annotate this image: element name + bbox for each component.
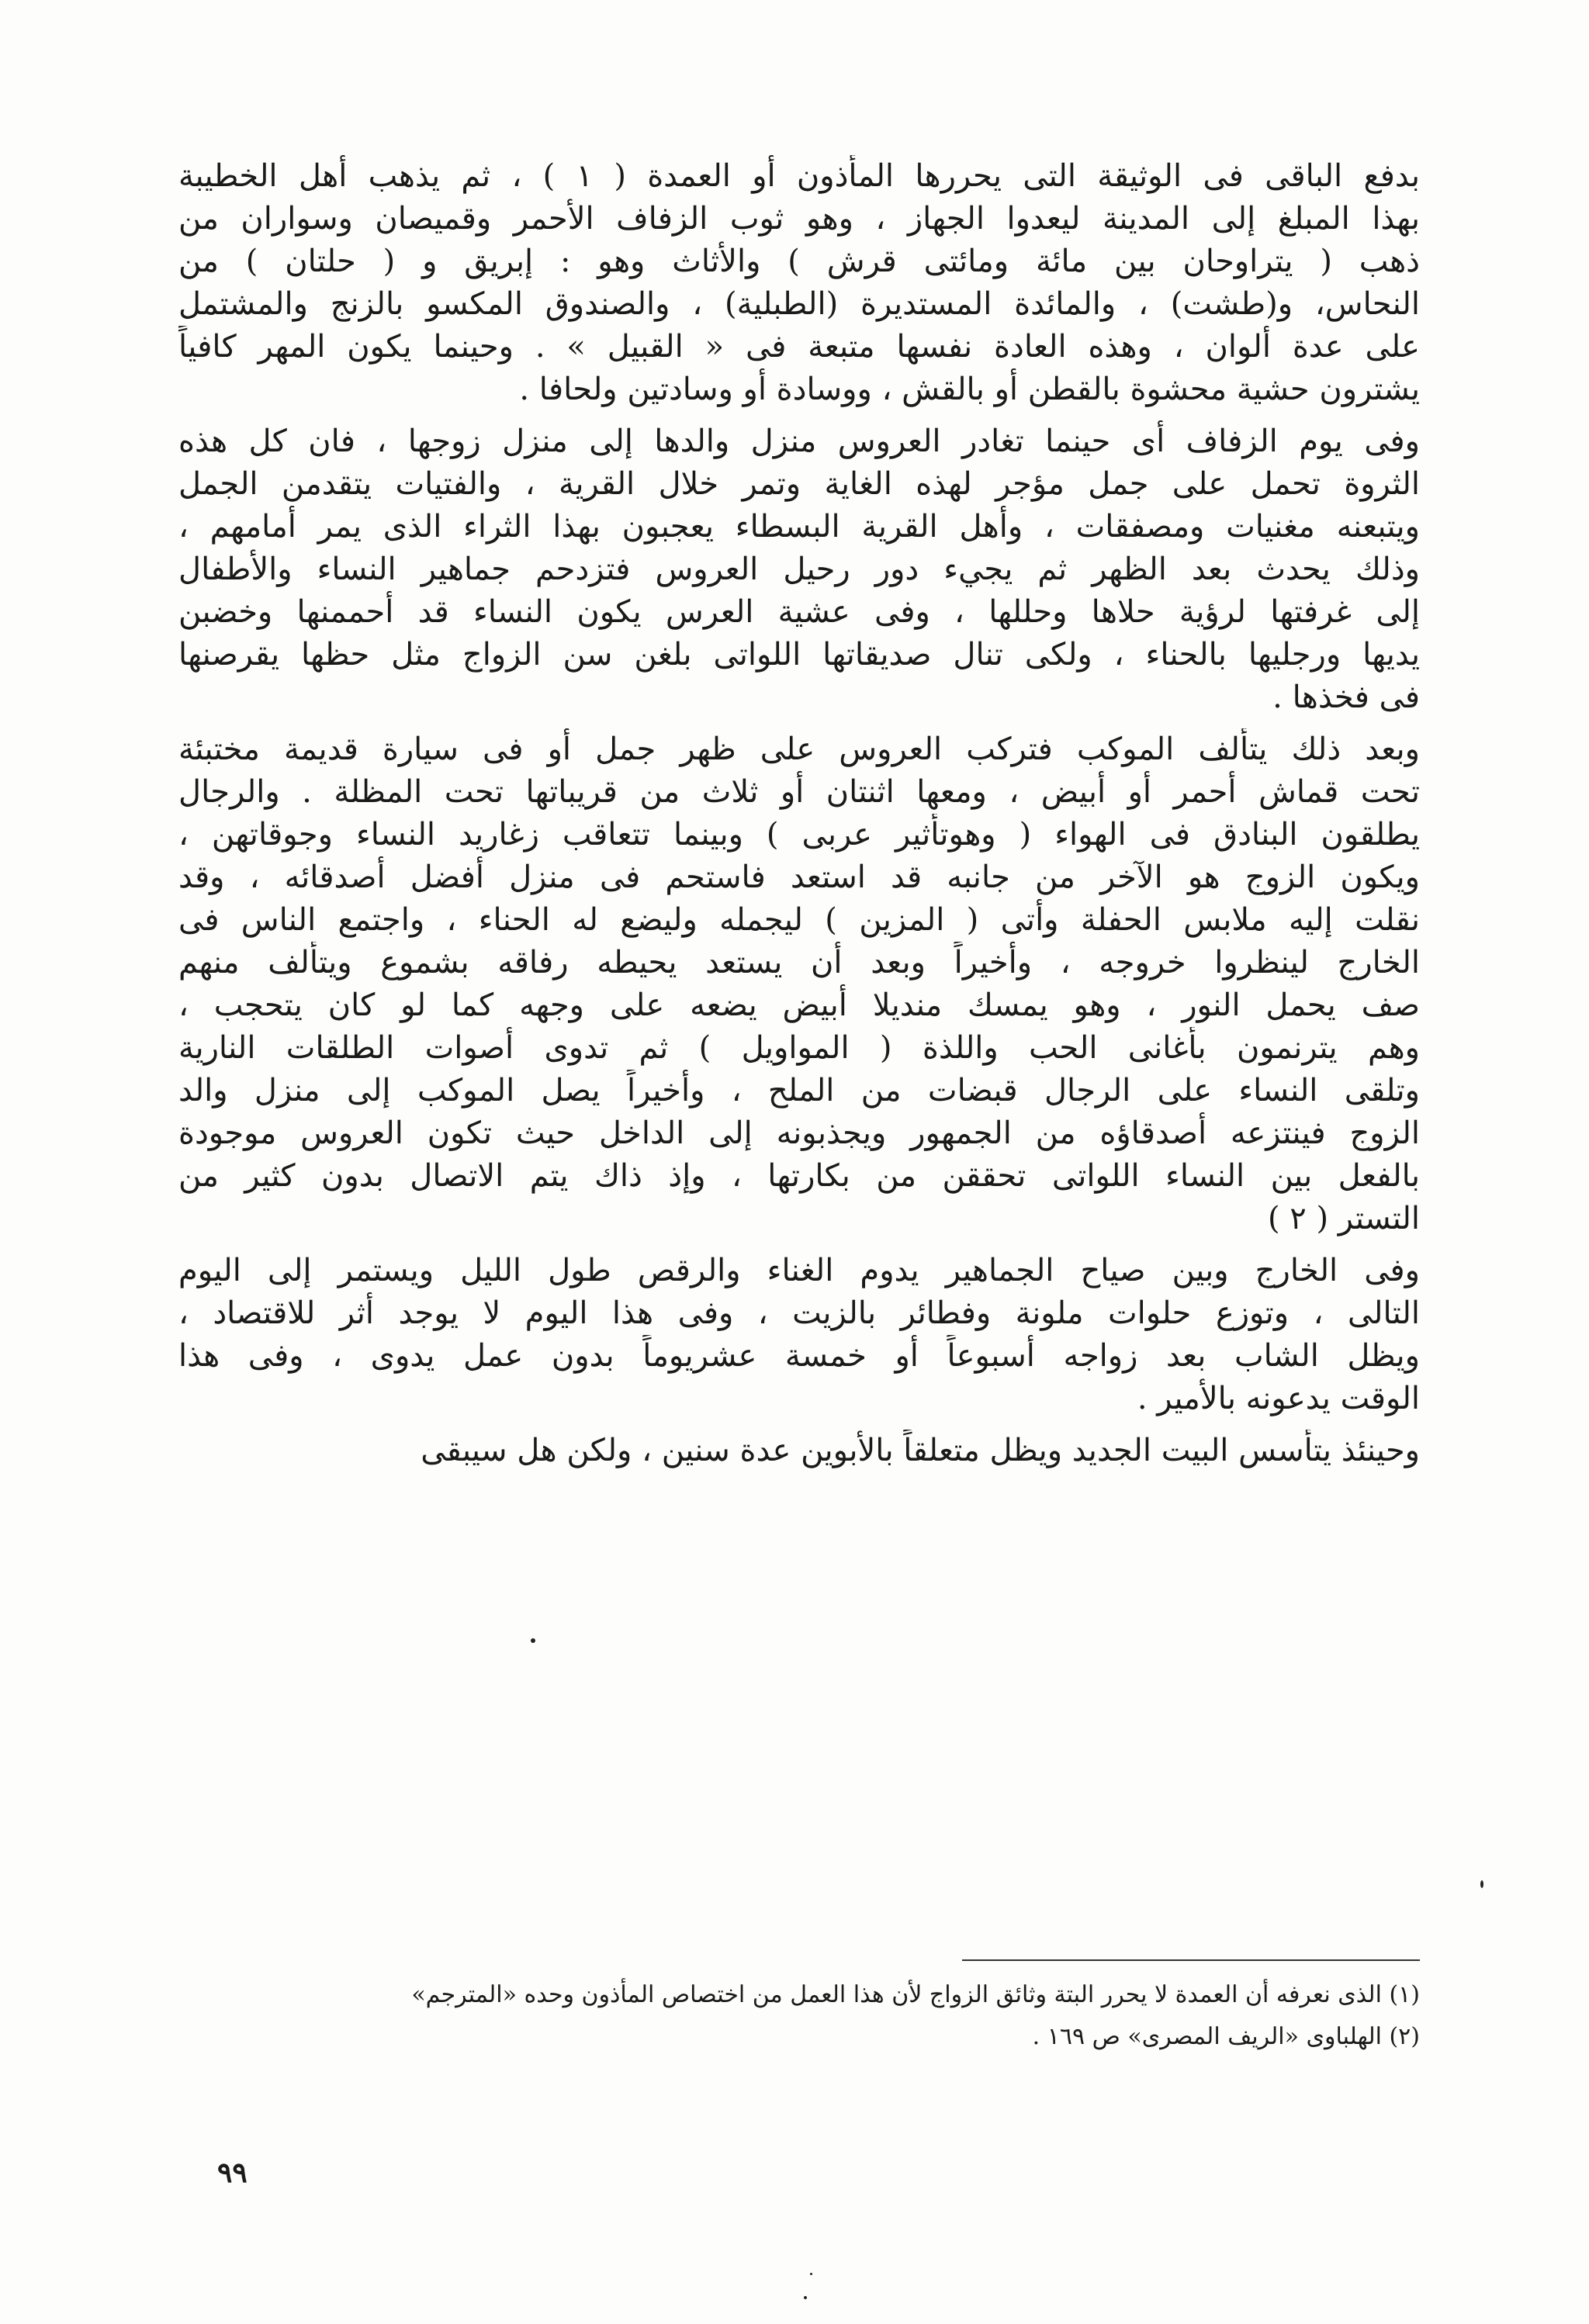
footnote-2: (٢) الهلباوى «الريف المصرى» ص ١٦٩ . bbox=[1032, 2023, 1420, 2050]
text-line: بدفع الباقى فى الوثيقة التى يحررها المأذون أو العمدة ( ١ ) ، ثم يذهب أهل الخطيبة bbox=[178, 158, 1420, 194]
text-line: وفى يوم الزفاف أى حينما تغادر العروس منزل والدها إلى منزل زوجها ، فان كل هذه bbox=[178, 424, 1420, 459]
scan-speck bbox=[804, 2296, 807, 2299]
scan-speck bbox=[1480, 1880, 1483, 1888]
text-line: بالفعل بين النساء اللواتى تحققن من بكارتها ، وإذ ذاك يتم الاتصال بدون كثير من bbox=[178, 1158, 1420, 1194]
footnotes bbox=[178, 1974, 1420, 2058]
text-line: ويكون الزوج هو الآخر من جانبه قد استعد فاستحم فى منزل أفضل أصدقائه ، وقد bbox=[178, 859, 1420, 895]
text-line: ويظل الشاب بعد زواجه أسبوعاً أو خمسة عشريوماً بدون عمل يدوى ، وفى هذا bbox=[178, 1338, 1420, 1374]
footnote-1: (١) الذى نعرفه أن العمدة لا يحرر البتة وثائق الزواج لأن هذا العمل من اختصاص المأذون وحده «المترجم» bbox=[411, 1981, 1420, 2008]
text-line: صف يحمل النور ، وهو يمسك منديلا أبيض يضعه على وجهه كما لو كان يتحجب ، bbox=[178, 987, 1420, 1023]
paragraph-2 bbox=[178, 420, 1420, 719]
text-line: وبعد ذلك يتألف الموكب فتركب العروس على ظهر جمل أو فى سيارة قديمة مختبئة bbox=[178, 731, 1420, 767]
scan-speck bbox=[531, 1638, 535, 1643]
body-text bbox=[178, 155, 1420, 1472]
text-line: يديها ورجليها بالحناء ، ولكى تنال صديقاتها اللواتى بلغن سن الزواج مثل حظها يقرصنها bbox=[178, 637, 1420, 673]
page-number: ٩٩ bbox=[217, 2156, 248, 2189]
text-line: على عدة ألوان ، وهذه العادة نفسها متبعة فى « القبيل » . وحينما يكون المهر كافياً bbox=[178, 329, 1420, 365]
paragraph-4 bbox=[178, 1250, 1420, 1420]
text-line: ويتبعنه مغنيات ومصفقات ، وأهل القرية البسطاء يعجبون بهذا الثراء الذى يمر أمامهم ، bbox=[178, 509, 1420, 545]
text-line: يشترون حشية محشوة بالقطن أو بالقش ، ووسادة أو وسادتين ولحافا . bbox=[519, 372, 1420, 407]
text-line: إلى غرفتها لرؤية حلاها وحللها ، وفى عشية العرس يكون النساء قد أحممنها وخضبن bbox=[178, 594, 1420, 630]
paragraph-5 bbox=[178, 1430, 1420, 1472]
text-line: وحينئذ يتأسس البيت الجديد ويظل متعلقاً بالأبوين عدة سنين ، ولكن هل سيبقى bbox=[421, 1433, 1420, 1468]
text-line: الثروة تحمل على جمل مؤجر لهذه الغاية وتمر خلال القرية ، والفتيات يتقدمن الجمل bbox=[178, 466, 1420, 502]
text-line: بهذا المبلغ إلى المدينة ليعدوا الجهاز ، وهو ثوب الزفاف الأحمر وقميصان وسواران من bbox=[178, 201, 1420, 237]
paragraph-1 bbox=[178, 155, 1420, 411]
text-line: التالى ، وتوزع حلوات ملونة وفطائر بالزيت ، وفى هذا اليوم لا يوجد أثر للاقتصاد ، bbox=[178, 1295, 1420, 1331]
text-line: تحت قماش أحمر أو أبيض ، ومعها اثنتان أو ثلاث من قريباتها تحت المظلة . والرجال bbox=[178, 774, 1420, 810]
text-line: الزوج فينتزعه أصدقاؤه من الجمهور ويجذبونه إلى الداخل حيث تكون العروس موجودة bbox=[178, 1115, 1420, 1151]
text-line: يطلقون البنادق فى الهواء ( وهوتأثير عربى ) وبينما تتعاقب زغاريد النساء وجوقاتهن ، bbox=[178, 817, 1420, 852]
text-line: الوقت يدعونه بالأمير . bbox=[1137, 1381, 1420, 1416]
text-line: التستر ( ٢ ) bbox=[1267, 1201, 1420, 1236]
text-line: نقلت إليه ملابس الحفلة وأتى ( المزين ) ليجمله وليضع له الحناء ، واجتمع الناس فى bbox=[178, 902, 1420, 938]
text-line: وفى الخارج وبين صياح الجماهير يدوم الغناء والرقص طول الليل ويستمر إلى اليوم bbox=[178, 1253, 1420, 1288]
text-line: ذهب ( يتراوحان بين مائة ومائتى قرش ) والأثاث وهو : إبريق و ( حلتان ) من bbox=[178, 244, 1420, 279]
text-line: وتلقى النساء على الرجال قبضات من الملح ، وأخيراً يصل الموكب إلى منزل والد bbox=[178, 1073, 1420, 1108]
text-line: فى فخذها . bbox=[1272, 680, 1420, 715]
text-line: وهم يترنمون بأغانى الحب واللذة ( المواويل ) ثم تدوى أصوات الطلقات النارية bbox=[178, 1030, 1420, 1066]
text-line: الخارج لينظروا خروجه ، وأخيراً وبعد أن يستعد يحيطه رفاقه بشموع ويتألف منهم bbox=[178, 945, 1420, 980]
footnote-divider bbox=[962, 1959, 1420, 1961]
paragraph-3 bbox=[178, 728, 1420, 1240]
scan-speck bbox=[810, 2273, 812, 2275]
text-line: وذلك يحدث بعد الظهر ثم يجيء دور رحيل العروس فتزدحم جماهير النساء والأطفال bbox=[178, 552, 1420, 587]
text-line: النحاس، و(طشت) ، والمائدة المستديرة (الطبلية) ، والصندوق المكسو بالزنج والمشتمل bbox=[178, 286, 1420, 322]
